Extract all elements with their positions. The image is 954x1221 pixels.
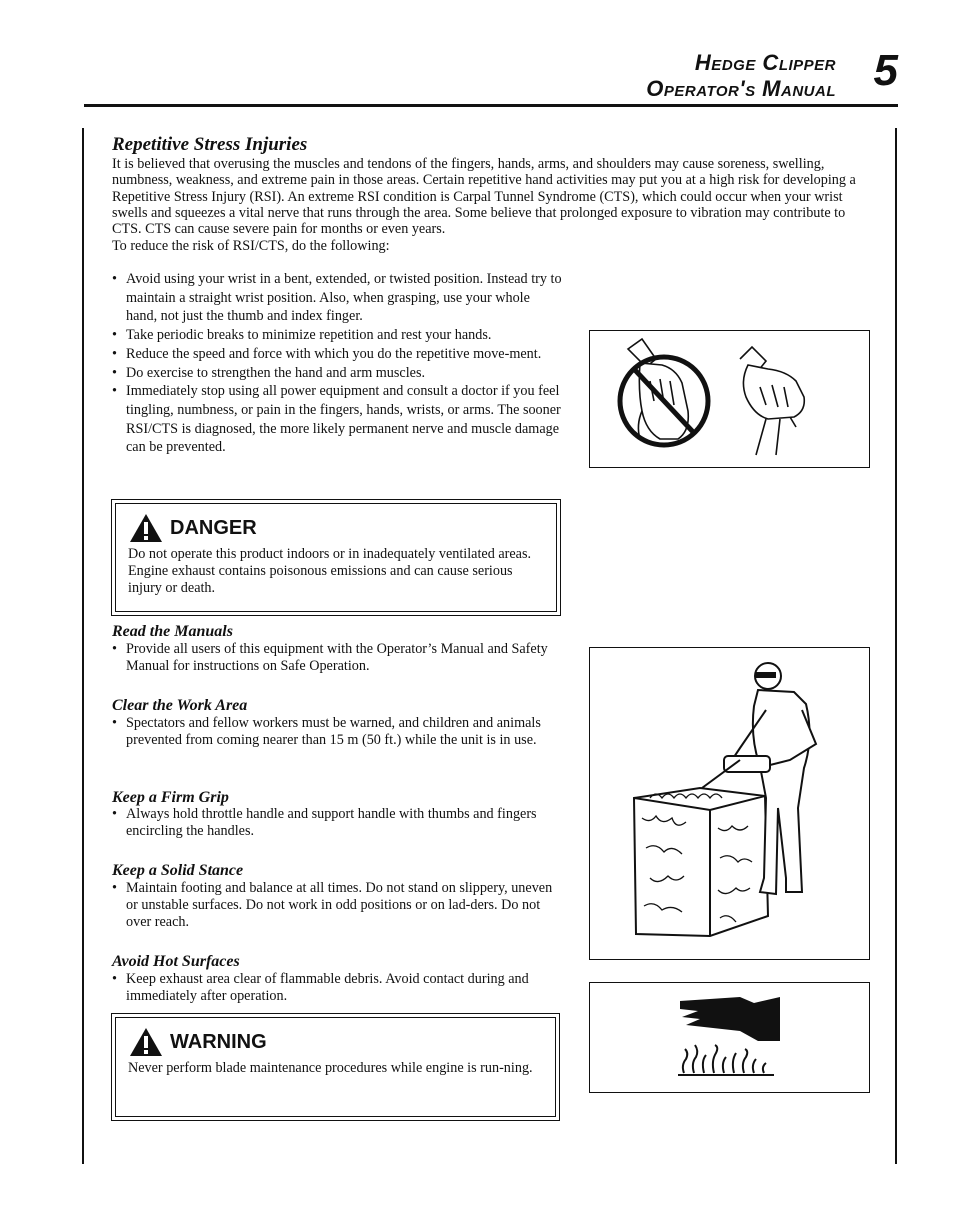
list-item: • Spectators and fellow workers must be warned, and children and animals prevented from coming nearer than 15 m (50 ft.) while the unit is in use. [112,715,562,749]
list-item: • Keep exhaust area clear of flammable debris. Avoid contact during and immediately after operation. [112,971,562,1005]
list-item: • Maintain footing and balance at all times. Do not stand on slippery, uneven or unstable surfaces. Do not work in odd positions or on lad-ders. Do not over reach. [112,880,562,930]
wrist-position-figure [589,330,870,468]
wrist-icon [590,331,869,467]
list-item: • Always hold throttle handle and support handle with thumbs and fingers encircling the handles. [112,806,562,840]
warning-triangle-icon [128,1026,164,1058]
read-manuals-heading: Read the Manuals [112,623,233,640]
operator-trimming-hedge-icon [590,648,869,959]
clear-work-area-list [112,715,562,749]
firm-grip-heading: Keep a Firm Grip [112,789,229,806]
list-item: • Immediately stop using all power equipment and consult a doctor if you feel tingling, numbness, or pain in the fingers, hands, wrists, or arms. The sooner RSI/CTS is diagnosed, the more likely permanent nerve and muscle damage can be prevented. [112,382,562,457]
left-margin-rule [82,128,84,1164]
clear-work-area-heading: Clear the Work Area [112,697,248,714]
danger-text: Do not operate this product indoors or in inadequately ventilated areas. Engine exhaust contains poisonous emissions and can cause serious injury or death. [128,546,532,596]
header-rule [84,104,898,107]
manual-title [646,50,836,102]
rsi-bullet-list [112,270,562,457]
operator-figure [589,647,870,960]
list-item: • Take periodic breaks to minimize repetition and rest your hands. [112,326,562,345]
warning-triangle-icon [128,512,164,544]
danger-box [111,499,561,616]
rsi-heading: Repetitive Stress Injuries [112,134,308,155]
list-item: • Provide all users of this equipment with the Operator’s Manual and Safety Manual for instructions on Safe Operation. [112,641,562,675]
hot-surfaces-list [112,971,562,1005]
list-item: • Avoid using your wrist in a bent, extended, or twisted position. Instead try to maintain a straight wrist position. Also, when grasping, use your whole hand, not just the thumb and index finger. [112,270,562,326]
manual-title-line2: Operator's Manual [646,76,836,101]
warning-box [111,1013,560,1121]
rsi-lead: To reduce the risk of RSI/CTS, do the following: [112,238,390,254]
list-item: • Do exercise to strengthen the hand and arm muscles. [112,364,562,383]
firm-grip-list [112,806,562,840]
hand-over-heat-icon [590,983,869,1092]
solid-stance-heading: Keep a Solid Stance [112,862,244,879]
warning-label: WARNING [170,1030,267,1053]
read-manuals-list [112,641,562,675]
rsi-intro: It is believed that overusing the muscles and tendons of the fingers, hands, arms, and shoulders may cause soreness, swelling, numbness, weakness, and extreme pain in those areas. Certain repetitive hand activities may put you at a high risk for developing a Repetitive Stress Injury (RSI). An extreme RSI condition is Carpal Tunnel Syndrome (CTS), which could occur when your wrist swells and squeezes a vital nerve that runs through the area. Some believe that prolonged exposure to vibration may contribute to CTS. CTS can cause severe pain for months or even years. [112,156,856,238]
danger-label: DANGER [170,516,257,539]
right-margin-rule [895,128,897,1164]
page-number: 5 [873,46,898,95]
warning-text: Never perform blade maintenance procedures while engine is run-ning. [128,1060,533,1076]
list-item: • Reduce the speed and force with which you do the repetitive move-ment. [112,345,562,364]
hot-surface-figure [589,982,870,1093]
solid-stance-list [112,880,562,930]
hot-surfaces-heading: Avoid Hot Surfaces [112,953,240,970]
manual-title-line1: Hedge Clipper [694,50,836,75]
